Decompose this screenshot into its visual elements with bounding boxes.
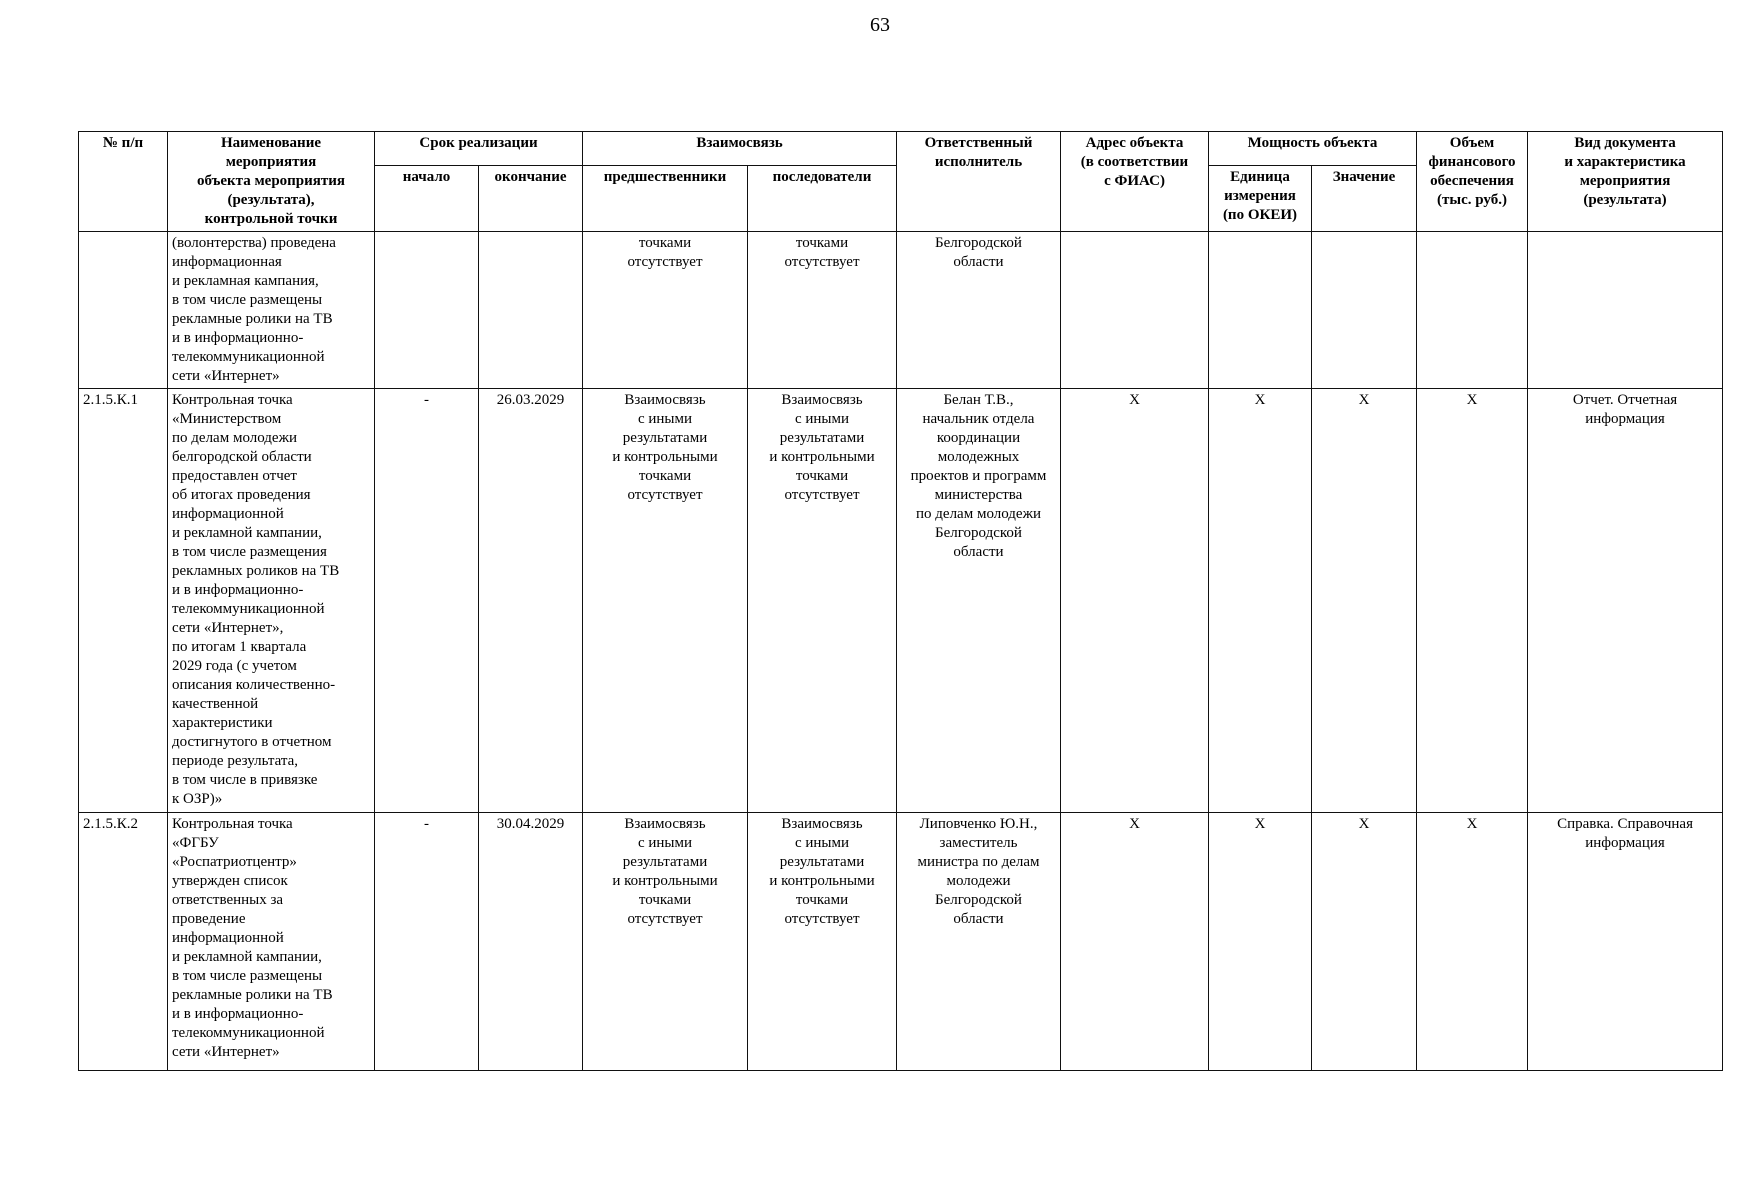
- row-unit: X: [1209, 813, 1312, 1071]
- row-document: [1528, 232, 1723, 389]
- table-row: [79, 813, 1723, 1071]
- row-end: 30.04.2029: [479, 813, 583, 1071]
- col-header-link: Взаимосвязь: [583, 132, 897, 166]
- row-predecessors: Взаимосвязь с иными результатами и контрольными точками отсутствует: [583, 389, 748, 813]
- row-address: X: [1061, 813, 1209, 1071]
- row-end: 26.03.2029: [479, 389, 583, 813]
- row-name: Контрольная точка «ФГБУ «Роспатриотцентр» утвержден список ответственных за проведение информационной и рекламной кампании, в том числе размещены рекламные ролики на ТВ и в информационно- телекоммуникационной сети «Интернет»: [168, 813, 375, 1071]
- row-predecessors: точками отсутствует: [583, 232, 748, 389]
- row-successors: Взаимосвязь с иными результатами и контрольными точками отсутствует: [748, 813, 897, 1071]
- col-header-document: Вид документа и характеристика мероприятия (результата): [1528, 132, 1723, 232]
- row-financing: X: [1417, 389, 1528, 813]
- row-document: Отчет. Отчетная информация: [1528, 389, 1723, 813]
- row-value: X: [1312, 813, 1417, 1071]
- col-header-term: Срок реализации: [375, 132, 583, 166]
- row-responsible: Белгородской области: [897, 232, 1061, 389]
- col-header-name: Наименование мероприятия объекта мероприятия (результата), контрольной точки: [168, 132, 375, 232]
- col-header-num: № п/п: [79, 132, 168, 232]
- row-financing: X: [1417, 813, 1528, 1071]
- col-header-financing: Объем финансового обеспечения (тыс. руб.): [1417, 132, 1528, 232]
- row-unit: X: [1209, 389, 1312, 813]
- header-row-1: [79, 132, 1723, 166]
- row-document: Справка. Справочная информация: [1528, 813, 1723, 1071]
- row-number: 2.1.5.К.1: [79, 389, 168, 813]
- col-header-predecessors: предшественники: [583, 165, 748, 231]
- row-value: [1312, 232, 1417, 389]
- row-address: [1061, 232, 1209, 389]
- plan-table: [78, 131, 1723, 1071]
- row-value: X: [1312, 389, 1417, 813]
- col-header-power: Мощность объекта: [1209, 132, 1417, 166]
- col-header-address: Адрес объекта (в соответствии с ФИАС): [1061, 132, 1209, 232]
- row-responsible: Белан Т.В., начальник отдела координации молодежных проектов и программ министерства по делам молодежи Белгородской области: [897, 389, 1061, 813]
- row-start: -: [375, 813, 479, 1071]
- row-address: X: [1061, 389, 1209, 813]
- col-header-start: начало: [375, 165, 479, 231]
- row-name: Контрольная точка «Министерством по делам молодежи белгородской области предоставлен отчет об итогах проведения информационной и рекламной кампании, в том числе размещения рекламных роликов на ТВ и в информационно- телекоммуникационной сети «Интернет», по итогам 1 квартала 2029 года (с учетом описания количественно- качественной характеристики достигнутого в отчетном периоде результата, в том числе в привязке к ОЗР)»: [168, 389, 375, 813]
- row-successors: точками отсутствует: [748, 232, 897, 389]
- table-row: [79, 232, 1723, 389]
- page-number: 63: [870, 14, 890, 36]
- row-name: (волонтерства) проведена информационная и рекламная кампания, в том числе размещены рекламные ролики на ТВ и в информационно- телекоммуникационной сети «Интернет»: [168, 232, 375, 389]
- col-header-value: Значение: [1312, 165, 1417, 231]
- row-number: 2.1.5.К.2: [79, 813, 168, 1071]
- row-number: [79, 232, 168, 389]
- row-end: [479, 232, 583, 389]
- row-financing: [1417, 232, 1528, 389]
- col-header-responsible: Ответственный исполнитель: [897, 132, 1061, 232]
- row-start: [375, 232, 479, 389]
- table-row: [79, 389, 1723, 813]
- col-header-successors: последователи: [748, 165, 897, 231]
- row-responsible: Липовченко Ю.Н., заместитель министра по делам молодежи Белгородской области: [897, 813, 1061, 1071]
- row-start: -: [375, 389, 479, 813]
- col-header-unit: Единица измерения (по ОКЕИ): [1209, 165, 1312, 231]
- row-unit: [1209, 232, 1312, 389]
- row-predecessors: Взаимосвязь с иными результатами и контрольными точками отсутствует: [583, 813, 748, 1071]
- row-successors: Взаимосвязь с иными результатами и контрольными точками отсутствует: [748, 389, 897, 813]
- col-header-end: окончание: [479, 165, 583, 231]
